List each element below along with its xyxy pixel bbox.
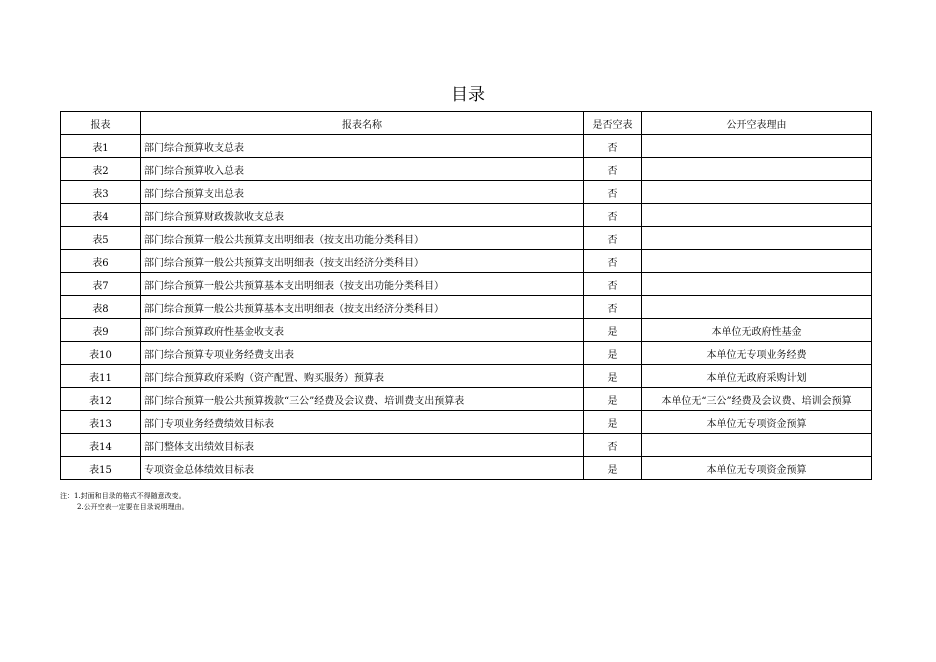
cell-report-id: 表11 [61, 365, 141, 388]
cell-report-id: 表12 [61, 388, 141, 411]
cell-is-empty: 否 [584, 434, 642, 457]
header-report: 报表 [61, 112, 141, 135]
header-is-empty: 是否空表 [584, 112, 642, 135]
table-row [61, 457, 872, 480]
cell-empty-reason: 本单位无政府性基金 [642, 319, 872, 342]
cell-is-empty: 否 [584, 227, 642, 250]
cell-report-id: 表9 [61, 319, 141, 342]
cell-report-id: 表4 [61, 204, 141, 227]
cell-empty-reason: 本单位无“三公”经费及会议费、培训会预算 [642, 388, 872, 411]
cell-is-empty: 是 [584, 388, 642, 411]
table-row [61, 365, 872, 388]
catalog-table [60, 111, 872, 480]
cell-report-id: 表10 [61, 342, 141, 365]
cell-is-empty: 是 [584, 319, 642, 342]
cell-report-name: 部门综合预算收支总表 [141, 135, 584, 158]
cell-empty-reason: 本单位无专项资金预算 [642, 411, 872, 434]
table-row [61, 135, 872, 158]
cell-report-name: 部门综合预算一般公共预算基本支出明细表（按支出经济分类科目） [141, 296, 584, 319]
cell-report-name: 部门综合预算财政拨款收支总表 [141, 204, 584, 227]
cell-is-empty: 否 [584, 296, 642, 319]
cell-report-name: 专项资金总体绩效目标表 [141, 457, 584, 480]
cell-is-empty: 是 [584, 342, 642, 365]
cell-is-empty: 是 [584, 365, 642, 388]
cell-empty-reason [642, 296, 872, 319]
cell-empty-reason [642, 135, 872, 158]
cell-report-name: 部门综合预算政府性基金收支表 [141, 319, 584, 342]
cell-is-empty: 否 [584, 250, 642, 273]
cell-is-empty: 否 [584, 158, 642, 181]
table-row [61, 411, 872, 434]
cell-report-id: 表6 [61, 250, 141, 273]
cell-is-empty: 否 [584, 181, 642, 204]
table-row [61, 250, 872, 273]
table-row [61, 227, 872, 250]
cell-is-empty: 否 [584, 273, 642, 296]
footnotes [60, 491, 189, 513]
cell-report-name: 部门专项业务经费绩效目标表 [141, 411, 584, 434]
cell-report-id: 表8 [61, 296, 141, 319]
table-row [61, 181, 872, 204]
table-row [61, 434, 872, 457]
cell-empty-reason [642, 204, 872, 227]
table-row [61, 342, 872, 365]
cell-is-empty: 否 [584, 204, 642, 227]
cell-report-name: 部门综合预算专项业务经费支出表 [141, 342, 584, 365]
cell-report-id: 表14 [61, 434, 141, 457]
cell-report-name: 部门综合预算收入总表 [141, 158, 584, 181]
cell-report-name: 部门综合预算一般公共预算支出明细表（按支出功能分类科目） [141, 227, 584, 250]
footnote-2: 2.公开空表一定要在目录说明理由。 [77, 503, 189, 511]
cell-report-name: 部门综合预算一般公共预算支出明细表（按支出经济分类科目） [141, 250, 584, 273]
cell-empty-reason: 本单位无专项业务经费 [642, 342, 872, 365]
cell-report-name: 部门综合预算一般公共预算拨款“三公”经费及会议费、培训费支出预算表 [141, 388, 584, 411]
cell-report-name: 部门综合预算支出总表 [141, 181, 584, 204]
cell-empty-reason: 本单位无政府采购计划 [642, 365, 872, 388]
table-row [61, 319, 872, 342]
cell-report-id: 表13 [61, 411, 141, 434]
cell-report-name: 部门综合预算政府采购（资产配置、购买服务）预算表 [141, 365, 584, 388]
cell-empty-reason [642, 181, 872, 204]
cell-empty-reason [642, 158, 872, 181]
cell-report-id: 表2 [61, 158, 141, 181]
table-row [61, 204, 872, 227]
cell-empty-reason [642, 227, 872, 250]
cell-is-empty: 是 [584, 411, 642, 434]
footnote-1: 注：1.封面和目录的格式不得随意改变。 [60, 492, 186, 500]
cell-is-empty: 否 [584, 135, 642, 158]
cell-report-name: 部门综合预算一般公共预算基本支出明细表（按支出功能分类科目） [141, 273, 584, 296]
cell-empty-reason [642, 250, 872, 273]
table-header-row [61, 112, 872, 135]
cell-report-id: 表7 [61, 273, 141, 296]
cell-empty-reason [642, 434, 872, 457]
header-empty-reason: 公开空表理由 [642, 112, 872, 135]
table-row [61, 273, 872, 296]
cell-report-id: 表5 [61, 227, 141, 250]
page-title: 目录 [451, 85, 485, 105]
table-row [61, 388, 872, 411]
cell-empty-reason [642, 273, 872, 296]
cell-report-id: 表1 [61, 135, 141, 158]
cell-report-name: 部门整体支出绩效目标表 [141, 434, 584, 457]
table-row [61, 158, 872, 181]
table-row [61, 296, 872, 319]
cell-report-id: 表15 [61, 457, 141, 480]
header-report-name: 报表名称 [141, 112, 584, 135]
cell-report-id: 表3 [61, 181, 141, 204]
cell-empty-reason: 本单位无专项资金预算 [642, 457, 872, 480]
cell-is-empty: 是 [584, 457, 642, 480]
